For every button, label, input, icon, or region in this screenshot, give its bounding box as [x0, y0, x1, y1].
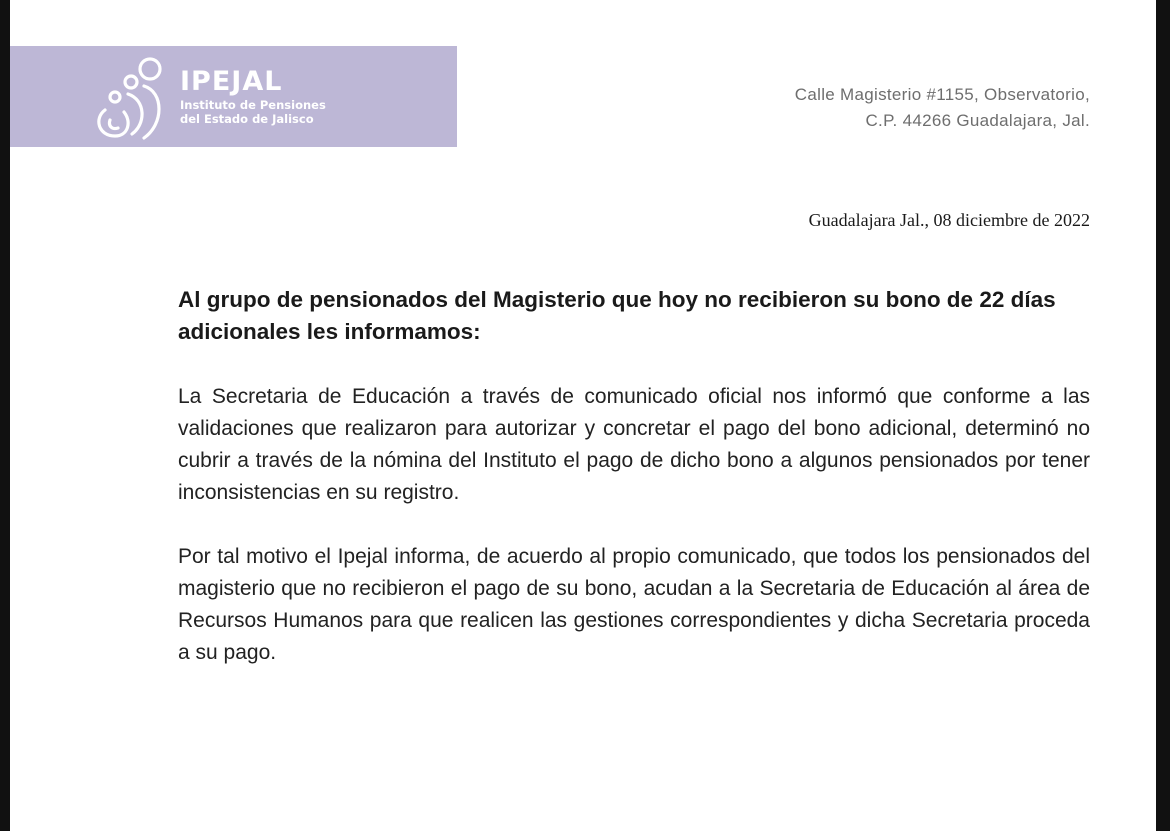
body-paragraph-2: Por tal motivo el Ipejal informa, de acuerdo al propio comunicado, que todos los pensionados del magisterio que no recibieron el pago de su bono, acudan a la Secretaria de Educación al área de Recursos Humanos para que realicen las gestiones correspondientes y dicha Secretaria proceda a su pago.	[178, 545, 1090, 664]
address-line-2: C.P. 44266 Guadalajara, Jal.	[865, 111, 1090, 130]
logo-acronym: IPEJAL	[180, 66, 283, 97]
letterhead-address	[795, 82, 1090, 134]
logo-name-line-2: del Estado de Jalisco	[180, 112, 314, 126]
letter-page	[10, 0, 1156, 831]
letterhead-logo-band	[10, 46, 457, 147]
logo-name-line-1: Instituto de Pensiones	[180, 98, 326, 112]
date-line: Guadalajara Jal., 08 diciembre de 2022	[808, 210, 1090, 230]
letter-heading: Al grupo de pensionados del Magisterio que hoy no recibieron su bono de 22 días adicionales les informamos:	[178, 287, 1056, 344]
body-paragraph-1: La Secretaria de Educación a través de comunicado oficial nos informó que conforme a las validaciones que realizaron para autorizar y concretar el pago del bono adicional, determinó no cubrir a través de la nómina del Instituto el pago de dicho bono a algunos pensionados por tener inconsistencias en su registro.	[178, 385, 1090, 504]
ipejal-logo-icon	[88, 52, 166, 142]
address-line-1: Calle Magisterio #1155, Observatorio,	[794, 85, 1090, 104]
logo-institution-name	[180, 98, 380, 126]
